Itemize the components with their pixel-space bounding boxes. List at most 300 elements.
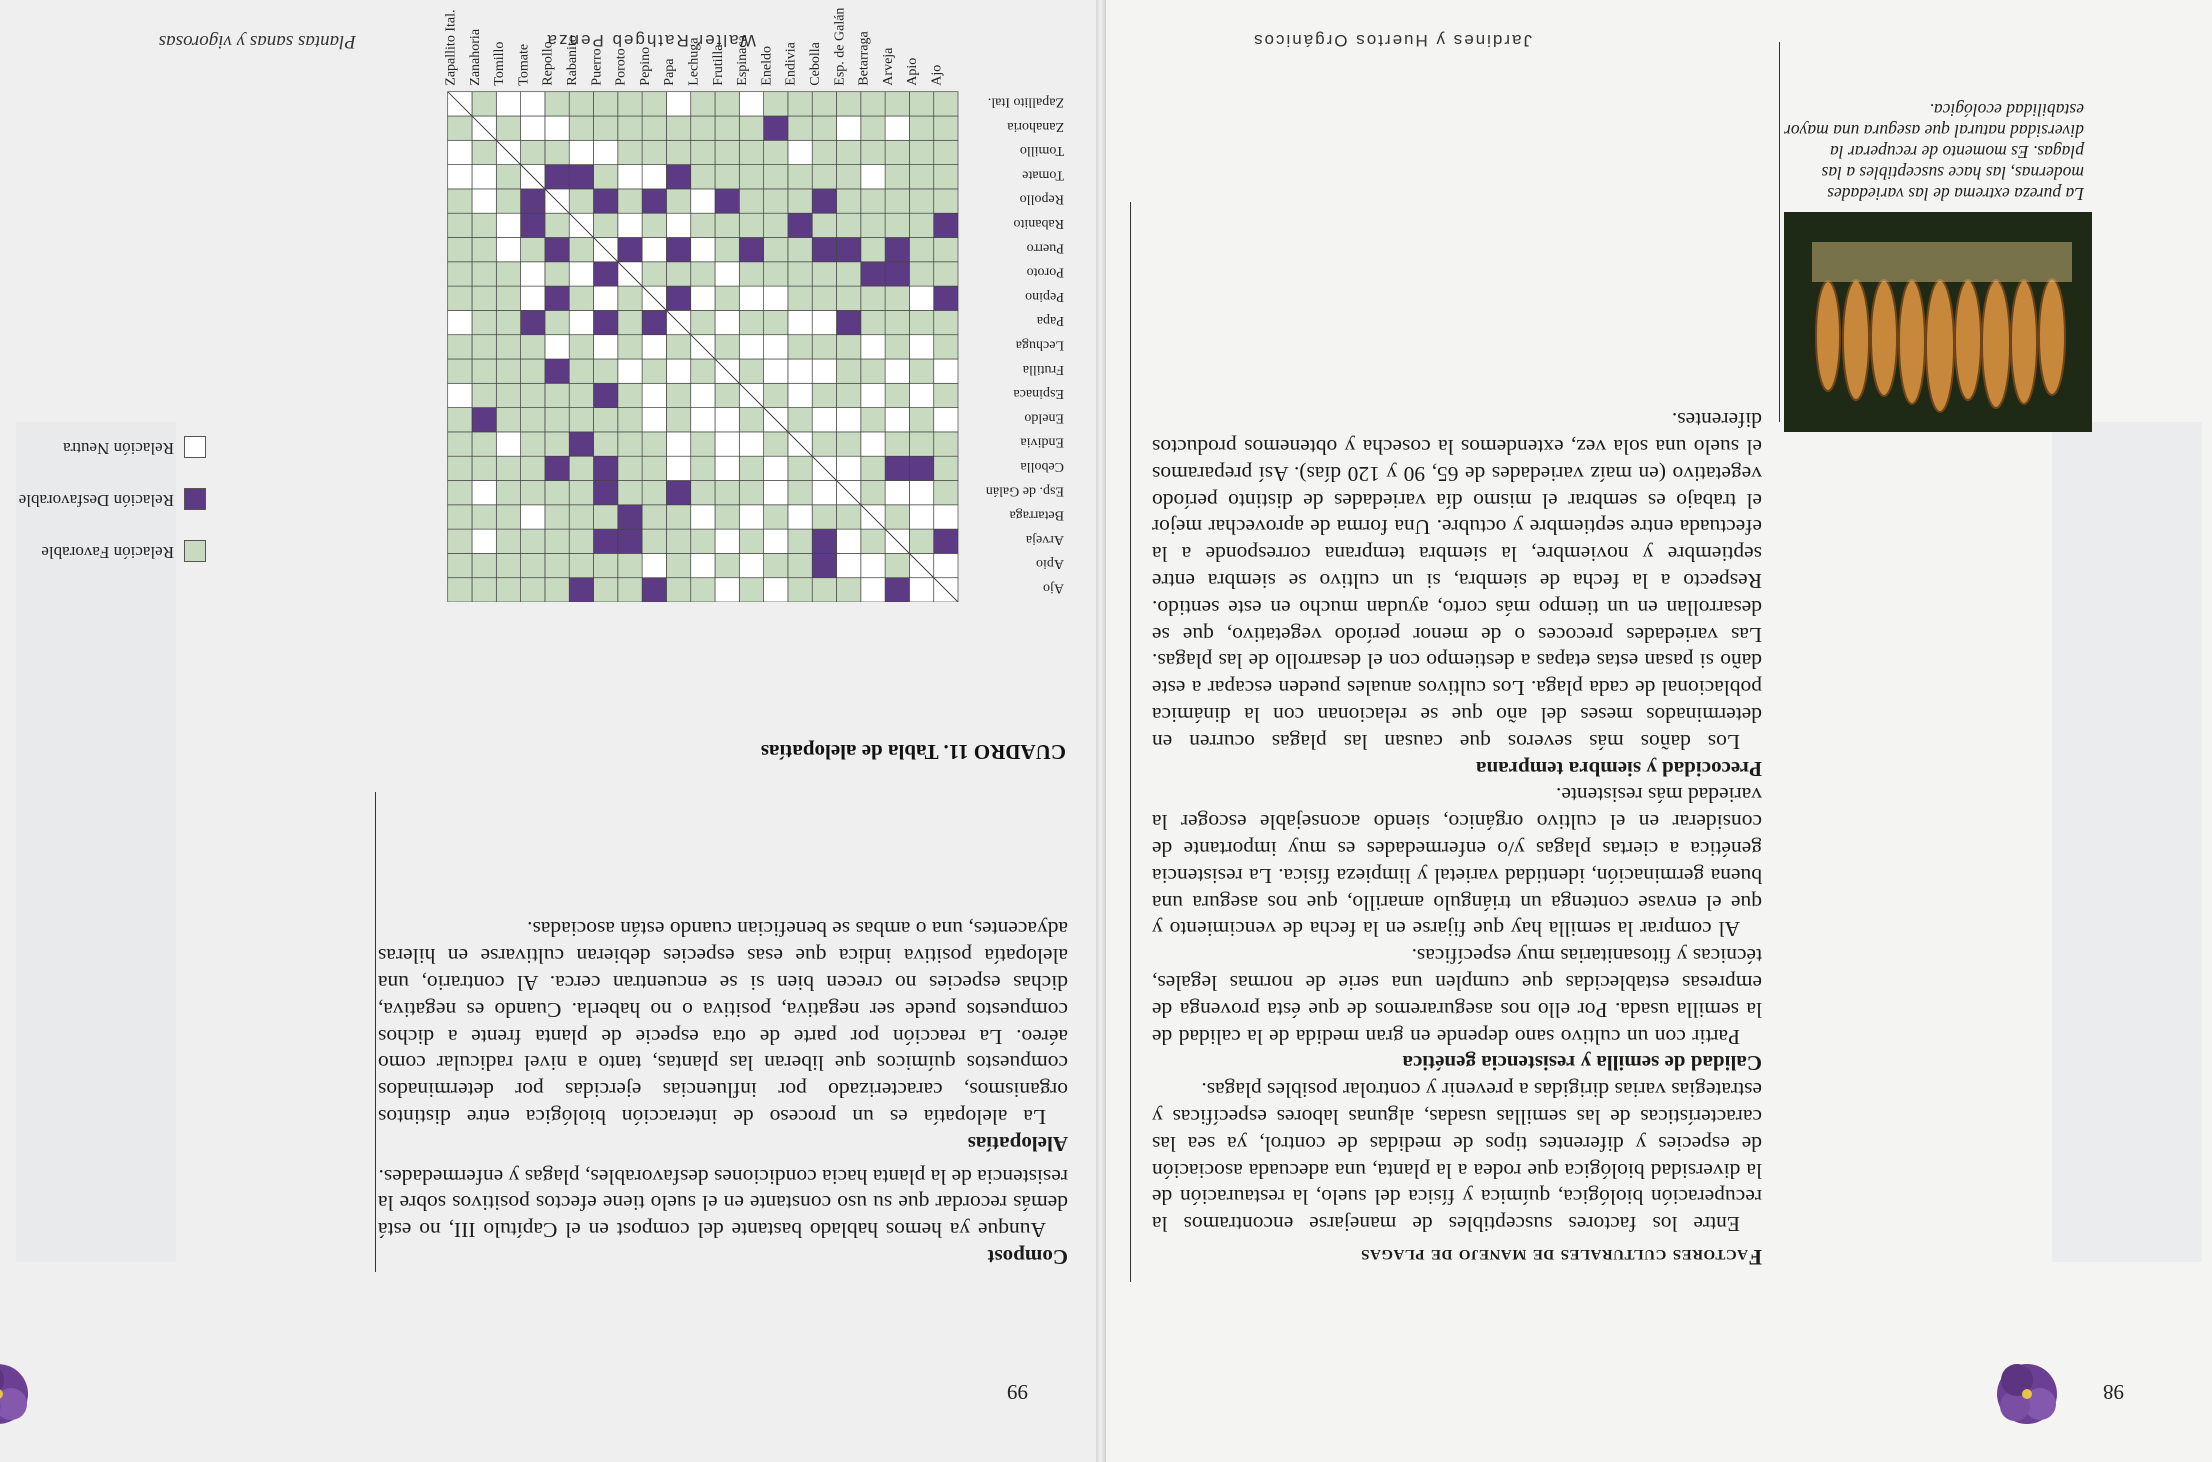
matrix-cell — [837, 578, 861, 602]
matrix-cell — [521, 383, 545, 407]
matrix-cell — [764, 359, 788, 383]
row-label: Apio — [1036, 556, 1064, 572]
matrix-cell — [739, 335, 763, 359]
matrix-cell — [545, 529, 569, 553]
matrix-cell — [666, 456, 690, 480]
column-label: Puerro — [589, 48, 605, 86]
matrix-cell — [739, 262, 763, 286]
matrix-cell — [666, 335, 690, 359]
matrix-cell — [448, 432, 472, 456]
matrix-cell — [618, 408, 642, 432]
matrix-cell — [618, 310, 642, 334]
matrix-cell — [472, 578, 496, 602]
matrix-cell — [569, 140, 593, 164]
matrix-cell — [618, 456, 642, 480]
matrix-cell — [885, 505, 909, 529]
matrix-cell — [569, 456, 593, 480]
matrix-cell — [715, 116, 739, 140]
matrix-cell — [521, 359, 545, 383]
matrix-cell — [885, 286, 909, 310]
matrix-cell — [594, 92, 618, 116]
matrix-cell — [545, 116, 569, 140]
matrix-cell — [909, 310, 933, 334]
matrix-cell — [594, 529, 618, 553]
matrix-cell — [909, 408, 933, 432]
matrix-cell — [545, 481, 569, 505]
matrix-cell — [545, 310, 569, 334]
matrix-cell — [885, 553, 909, 577]
running-footer-99: Plantas sanas y vigorosas — [158, 31, 356, 52]
matrix-cell — [642, 456, 666, 480]
matrix-cell — [788, 529, 812, 553]
matrix-cell — [812, 213, 836, 237]
matrix-cell — [861, 456, 885, 480]
matrix-cell — [666, 553, 690, 577]
matrix-cell — [618, 432, 642, 456]
matrix-cell — [715, 456, 739, 480]
matrix-cell — [788, 165, 812, 189]
column-label: Zanahoria — [467, 28, 483, 86]
matrix-cell — [472, 165, 496, 189]
matrix-cell — [885, 140, 909, 164]
matrix-cell — [739, 165, 763, 189]
matrix-cell — [909, 286, 933, 310]
matrix-cell — [521, 481, 545, 505]
matrix-cell — [496, 432, 520, 456]
matrix-cell — [837, 529, 861, 553]
matrix-cell — [934, 383, 958, 407]
matrix-cell — [569, 92, 593, 116]
matrix-cell — [521, 310, 545, 334]
matrix-cell — [909, 456, 933, 480]
row-label: Eneldo — [1024, 410, 1064, 426]
matrix-cell — [837, 116, 861, 140]
column-label: Zapallito Ital. — [443, 9, 459, 86]
matrix-cell — [448, 383, 472, 407]
matrix-cell — [812, 189, 836, 213]
matrix-cell — [521, 213, 545, 237]
matrix-cell — [642, 189, 666, 213]
matrix-cell — [788, 92, 812, 116]
matrix-cell — [715, 165, 739, 189]
matrix-cell — [594, 408, 618, 432]
row-label: Endivia — [1020, 434, 1064, 450]
matrix-cell — [691, 165, 715, 189]
matrix-cell — [837, 456, 861, 480]
matrix-cell — [715, 189, 739, 213]
matrix-cell — [691, 140, 715, 164]
row-label: Papa — [1036, 313, 1064, 329]
matrix-cell — [909, 359, 933, 383]
column-label: Tomillo — [492, 41, 508, 86]
matrix-cell — [788, 310, 812, 334]
matrix-cell — [715, 408, 739, 432]
matrix-cell — [739, 505, 763, 529]
matrix-cell — [764, 238, 788, 262]
matrix-cell — [764, 505, 788, 529]
matrix-cell — [472, 481, 496, 505]
matrix-cell — [837, 213, 861, 237]
matrix-cell — [909, 189, 933, 213]
matrix-cell — [521, 92, 545, 116]
legend-neutral — [19, 436, 206, 458]
matrix-cell — [618, 238, 642, 262]
matrix-cell — [594, 432, 618, 456]
column-label: Esp. de Galán — [832, 7, 848, 86]
matrix-cell — [812, 238, 836, 262]
matrix-cell — [666, 116, 690, 140]
matrix-cell — [812, 578, 836, 602]
matrix-cell — [594, 165, 618, 189]
matrix-cell — [472, 238, 496, 262]
matrix-cell — [788, 116, 812, 140]
matrix-cell — [715, 140, 739, 164]
matrix-cell — [909, 116, 933, 140]
page-98 — [1104, 0, 2212, 1462]
matrix-cell — [521, 456, 545, 480]
matrix-cell — [472, 505, 496, 529]
matrix-cell — [715, 529, 739, 553]
matrix-cell — [472, 383, 496, 407]
matrix-cell — [472, 92, 496, 116]
matrix-cell — [448, 140, 472, 164]
matrix-cell — [545, 286, 569, 310]
matrix-cell — [618, 213, 642, 237]
matrix-cell — [642, 529, 666, 553]
matrix-cell — [496, 286, 520, 310]
matrix-cell — [472, 286, 496, 310]
matrix-cell — [666, 578, 690, 602]
matrix-cell — [521, 432, 545, 456]
column-label: Rabanito — [565, 35, 581, 86]
matrix-cell — [812, 116, 836, 140]
matrix-cell — [521, 408, 545, 432]
matrix-cell — [666, 92, 690, 116]
matrix-cell — [521, 189, 545, 213]
matrix-cell — [666, 383, 690, 407]
matrix-cell — [861, 408, 885, 432]
matrix-cell — [496, 213, 520, 237]
matrix-cell — [496, 92, 520, 116]
matrix-cell — [496, 383, 520, 407]
row-label: Esp. de Galán — [985, 483, 1064, 499]
matrix-cell — [764, 578, 788, 602]
matrix-cell — [837, 359, 861, 383]
matrix-cell — [812, 140, 836, 164]
matrix-cell — [448, 238, 472, 262]
matrix-cell — [861, 553, 885, 577]
matrix-cell — [788, 238, 812, 262]
matrix-cell — [472, 553, 496, 577]
matrix-cell — [861, 310, 885, 334]
matrix-cell — [545, 456, 569, 480]
matrix-cell — [496, 505, 520, 529]
matrix-cell — [521, 578, 545, 602]
matrix-cell — [934, 140, 958, 164]
row-label: Tomate — [1022, 167, 1064, 183]
matrix-cell — [934, 432, 958, 456]
matrix-cell — [472, 140, 496, 164]
matrix-cell — [909, 165, 933, 189]
matrix-cell — [934, 262, 958, 286]
matrix-cell — [545, 383, 569, 407]
matrix-cell — [545, 238, 569, 262]
matrix-cell — [764, 262, 788, 286]
matrix-cell — [545, 213, 569, 237]
matrix-cell — [618, 165, 642, 189]
chapter-heading: Factores culturales de manejo de plagas — [1360, 1245, 1762, 1270]
matrix-cell — [885, 189, 909, 213]
matrix-cell — [691, 213, 715, 237]
column-label: Apio — [905, 57, 921, 86]
matrix-cell — [594, 505, 618, 529]
matrix-cell — [448, 189, 472, 213]
matrix-cell — [496, 189, 520, 213]
matrix-cell — [837, 553, 861, 577]
matrix-cell — [569, 578, 593, 602]
matrix-cell — [885, 310, 909, 334]
matrix-cell — [739, 481, 763, 505]
matrix-cell — [666, 505, 690, 529]
legend-favorable — [19, 540, 206, 562]
matrix-cell — [496, 529, 520, 553]
row-label: Ajo — [1043, 580, 1064, 596]
matrix-cell — [666, 408, 690, 432]
matrix-cell — [642, 262, 666, 286]
matrix-cell — [934, 165, 958, 189]
matrix-cell — [885, 116, 909, 140]
matrix-cell — [788, 481, 812, 505]
matrix-cell — [788, 456, 812, 480]
matrix-cell — [764, 189, 788, 213]
matrix-cell — [521, 553, 545, 577]
matrix-cell — [569, 262, 593, 286]
matrix-cell — [666, 529, 690, 553]
matrix-cell — [642, 140, 666, 164]
column-rule-98 — [1130, 202, 1131, 1282]
matrix-cell — [764, 335, 788, 359]
column-label: Eneldo — [759, 46, 775, 86]
matrix-cell — [909, 432, 933, 456]
allelopathy-paragraph: La alelopatía es un proceso de interacción biológica entre distintos organismos, caracterizado por influencias ejercidas por determinados compuestos químicos que liberan las plantas, tanto a nivel radicular como aéreo. La reacción por parte de otra especie de planta frente a dichos compuestos puede ser negativa, positiva o no haberla. Cuando es negativa, dichas especies no crecen bien si se encuentran cerca. Al contrario, una alelopatía positiva indica que esas especies debieran cultivarse en hileras adyacentes, una o ambas se benefician cuando están asociadas. — [378, 917, 1068, 1130]
matrix-cell — [934, 238, 958, 262]
row-label: Rabanito — [1013, 216, 1064, 232]
matrix-cell — [642, 578, 666, 602]
matrix-cell — [909, 529, 933, 553]
matrix-cell — [569, 359, 593, 383]
matrix-cell — [885, 481, 909, 505]
row-label: Espinaca — [1013, 386, 1064, 402]
matrix-cell — [861, 238, 885, 262]
row-label: Betarraga — [1009, 507, 1064, 523]
matrix-cell — [885, 432, 909, 456]
matrix-cell — [837, 505, 861, 529]
matrix-cell — [618, 481, 642, 505]
matrix-cell — [594, 578, 618, 602]
matrix-cell — [812, 432, 836, 456]
matrix-cell — [666, 432, 690, 456]
matrix-cell — [691, 383, 715, 407]
matrix-cell — [739, 286, 763, 310]
matrix-cell — [691, 359, 715, 383]
intro-paragraph: Entre los factores susceptibles de manejarse encontramos la recuperación biológica, química y física del suelo, la restauración de la diversidad biológica que rodea a la planta, una adecuada asociación de especies y diferentes tipos de medidas de control, ya sea las características de las semillas usadas, algunas labores específicas y estrategias varias dirigidas a prevenir y controlar posibles plagas. — [1152, 1078, 1762, 1237]
matrix-cell — [909, 578, 933, 602]
bleed-through-left — [2052, 422, 2202, 1262]
matrix-cell — [812, 310, 836, 334]
matrix-cell — [594, 456, 618, 480]
matrix-cell — [739, 310, 763, 334]
matrix-cell — [715, 286, 739, 310]
matrix-cell — [569, 310, 593, 334]
matrix-cell — [594, 310, 618, 334]
matrix-cell — [642, 408, 666, 432]
matrix-cell — [666, 165, 690, 189]
matrix-cell — [909, 213, 933, 237]
matrix-cell — [885, 213, 909, 237]
row-label: Arveja — [1025, 531, 1064, 547]
matrix-cell — [788, 189, 812, 213]
compost-title: Compost — [987, 1245, 1068, 1269]
matrix-cell — [642, 505, 666, 529]
matrix-cell — [934, 213, 958, 237]
matrix-cell — [788, 383, 812, 407]
matrix-cell — [764, 456, 788, 480]
matrix-cell — [691, 408, 715, 432]
matrix-cell — [448, 310, 472, 334]
matrix-cell — [569, 481, 593, 505]
matrix-cell — [521, 335, 545, 359]
matrix-cell — [739, 116, 763, 140]
section-title-early-sowing: Precocidad y siembra temprana — [1476, 756, 1762, 781]
matrix-cell — [861, 92, 885, 116]
matrix-cell — [521, 529, 545, 553]
column-label: Frutilla — [710, 44, 726, 86]
row-label: Puerro — [1026, 240, 1064, 256]
matrix-cell — [545, 262, 569, 286]
matrix-cell — [788, 578, 812, 602]
matrix-cell — [642, 238, 666, 262]
flower-icon — [1986, 1356, 2068, 1432]
matrix-cell — [861, 262, 885, 286]
matrix-cell — [764, 116, 788, 140]
matrix-cell — [472, 189, 496, 213]
matrix-cell — [618, 359, 642, 383]
matrix-cell — [569, 432, 593, 456]
matrix-cell — [861, 359, 885, 383]
matrix-cell — [569, 529, 593, 553]
matrix-cell — [472, 432, 496, 456]
matrix-cell — [837, 432, 861, 456]
matrix-cell — [909, 481, 933, 505]
matrix-cell — [788, 408, 812, 432]
matrix-cell — [909, 383, 933, 407]
matrix-cell — [521, 262, 545, 286]
matrix-cell — [691, 310, 715, 334]
row-label: Poroto — [1026, 264, 1064, 280]
matrix-cell — [642, 92, 666, 116]
section-title-seed: Calidad de semilla y resistencia genética — [1402, 1051, 1762, 1076]
matrix-cell — [812, 262, 836, 286]
matrix-cell — [448, 335, 472, 359]
matrix-cell — [642, 383, 666, 407]
matrix-cell — [691, 432, 715, 456]
matrix-cell — [764, 310, 788, 334]
allelopathy-grid — [444, 0, 1068, 602]
matrix-cell — [594, 116, 618, 140]
matrix-cell — [812, 92, 836, 116]
matrix-cell — [837, 383, 861, 407]
matrix-cell — [642, 213, 666, 237]
column-label: Espinaca — [735, 35, 751, 86]
matrix-cell — [472, 456, 496, 480]
matrix-cell — [715, 505, 739, 529]
matrix-cell — [521, 116, 545, 140]
matrix-cell — [496, 116, 520, 140]
matrix-cell — [618, 335, 642, 359]
matrix-cell — [569, 383, 593, 407]
matrix-cell — [739, 213, 763, 237]
matrix-cell — [521, 238, 545, 262]
matrix-cell — [764, 553, 788, 577]
column-label: Ajo — [929, 64, 945, 86]
matrix-cell — [569, 408, 593, 432]
matrix-cell — [764, 383, 788, 407]
matrix-cell — [861, 189, 885, 213]
matrix-cell — [545, 335, 569, 359]
matrix-cell — [448, 408, 472, 432]
flower-icon-right — [0, 1356, 38, 1432]
matrix-cell — [861, 383, 885, 407]
matrix-cell — [569, 238, 593, 262]
neutral-swatch — [184, 436, 206, 458]
matrix-cell — [472, 262, 496, 286]
matrix-cell — [666, 238, 690, 262]
matrix-cell — [812, 165, 836, 189]
matrix-cell — [715, 92, 739, 116]
matrix-cell — [934, 481, 958, 505]
matrix-cell — [666, 140, 690, 164]
column-label: Tomate — [516, 43, 532, 86]
matrix-cell — [812, 383, 836, 407]
matrix-cell — [691, 238, 715, 262]
matrix-cell — [739, 578, 763, 602]
seed-paragraph-2: Al comprar la semilla hay que fijarse en la fecha de vencimiento y que el envase contenga un triángulo amarillo, que nos asegura una buena germinación, identidad varietal y limpieza física. La resistencia genética a ciertas plagas y/o enfermedades es muy importante de considerar en el cultivo orgánico, siendo aconsejable escoger la variedad más resistente. — [1152, 783, 1762, 942]
matrix-cell — [448, 456, 472, 480]
running-footer-author: Walter Rathgeb Penza — [545, 31, 756, 50]
matrix-cell — [715, 481, 739, 505]
matrix-cell — [666, 286, 690, 310]
matrix-cell — [837, 262, 861, 286]
matrix-cell — [861, 140, 885, 164]
matrix-cell — [885, 359, 909, 383]
matrix-cell — [764, 432, 788, 456]
matrix-cell — [496, 456, 520, 480]
column-rule — [1779, 42, 1780, 422]
row-label: Frutilla — [1022, 361, 1064, 377]
matrix-cell — [861, 578, 885, 602]
matrix-cell — [691, 553, 715, 577]
legend-neutral-label: Relación Neutra — [63, 438, 174, 458]
matrix-cell — [764, 529, 788, 553]
matrix-cell — [934, 553, 958, 577]
matrix-cell — [521, 140, 545, 164]
matrix-cell — [788, 505, 812, 529]
matrix-cell — [934, 505, 958, 529]
matrix-cell — [812, 553, 836, 577]
matrix-cell — [739, 408, 763, 432]
column-label: Poroto — [613, 48, 629, 86]
matrix-cell — [545, 432, 569, 456]
